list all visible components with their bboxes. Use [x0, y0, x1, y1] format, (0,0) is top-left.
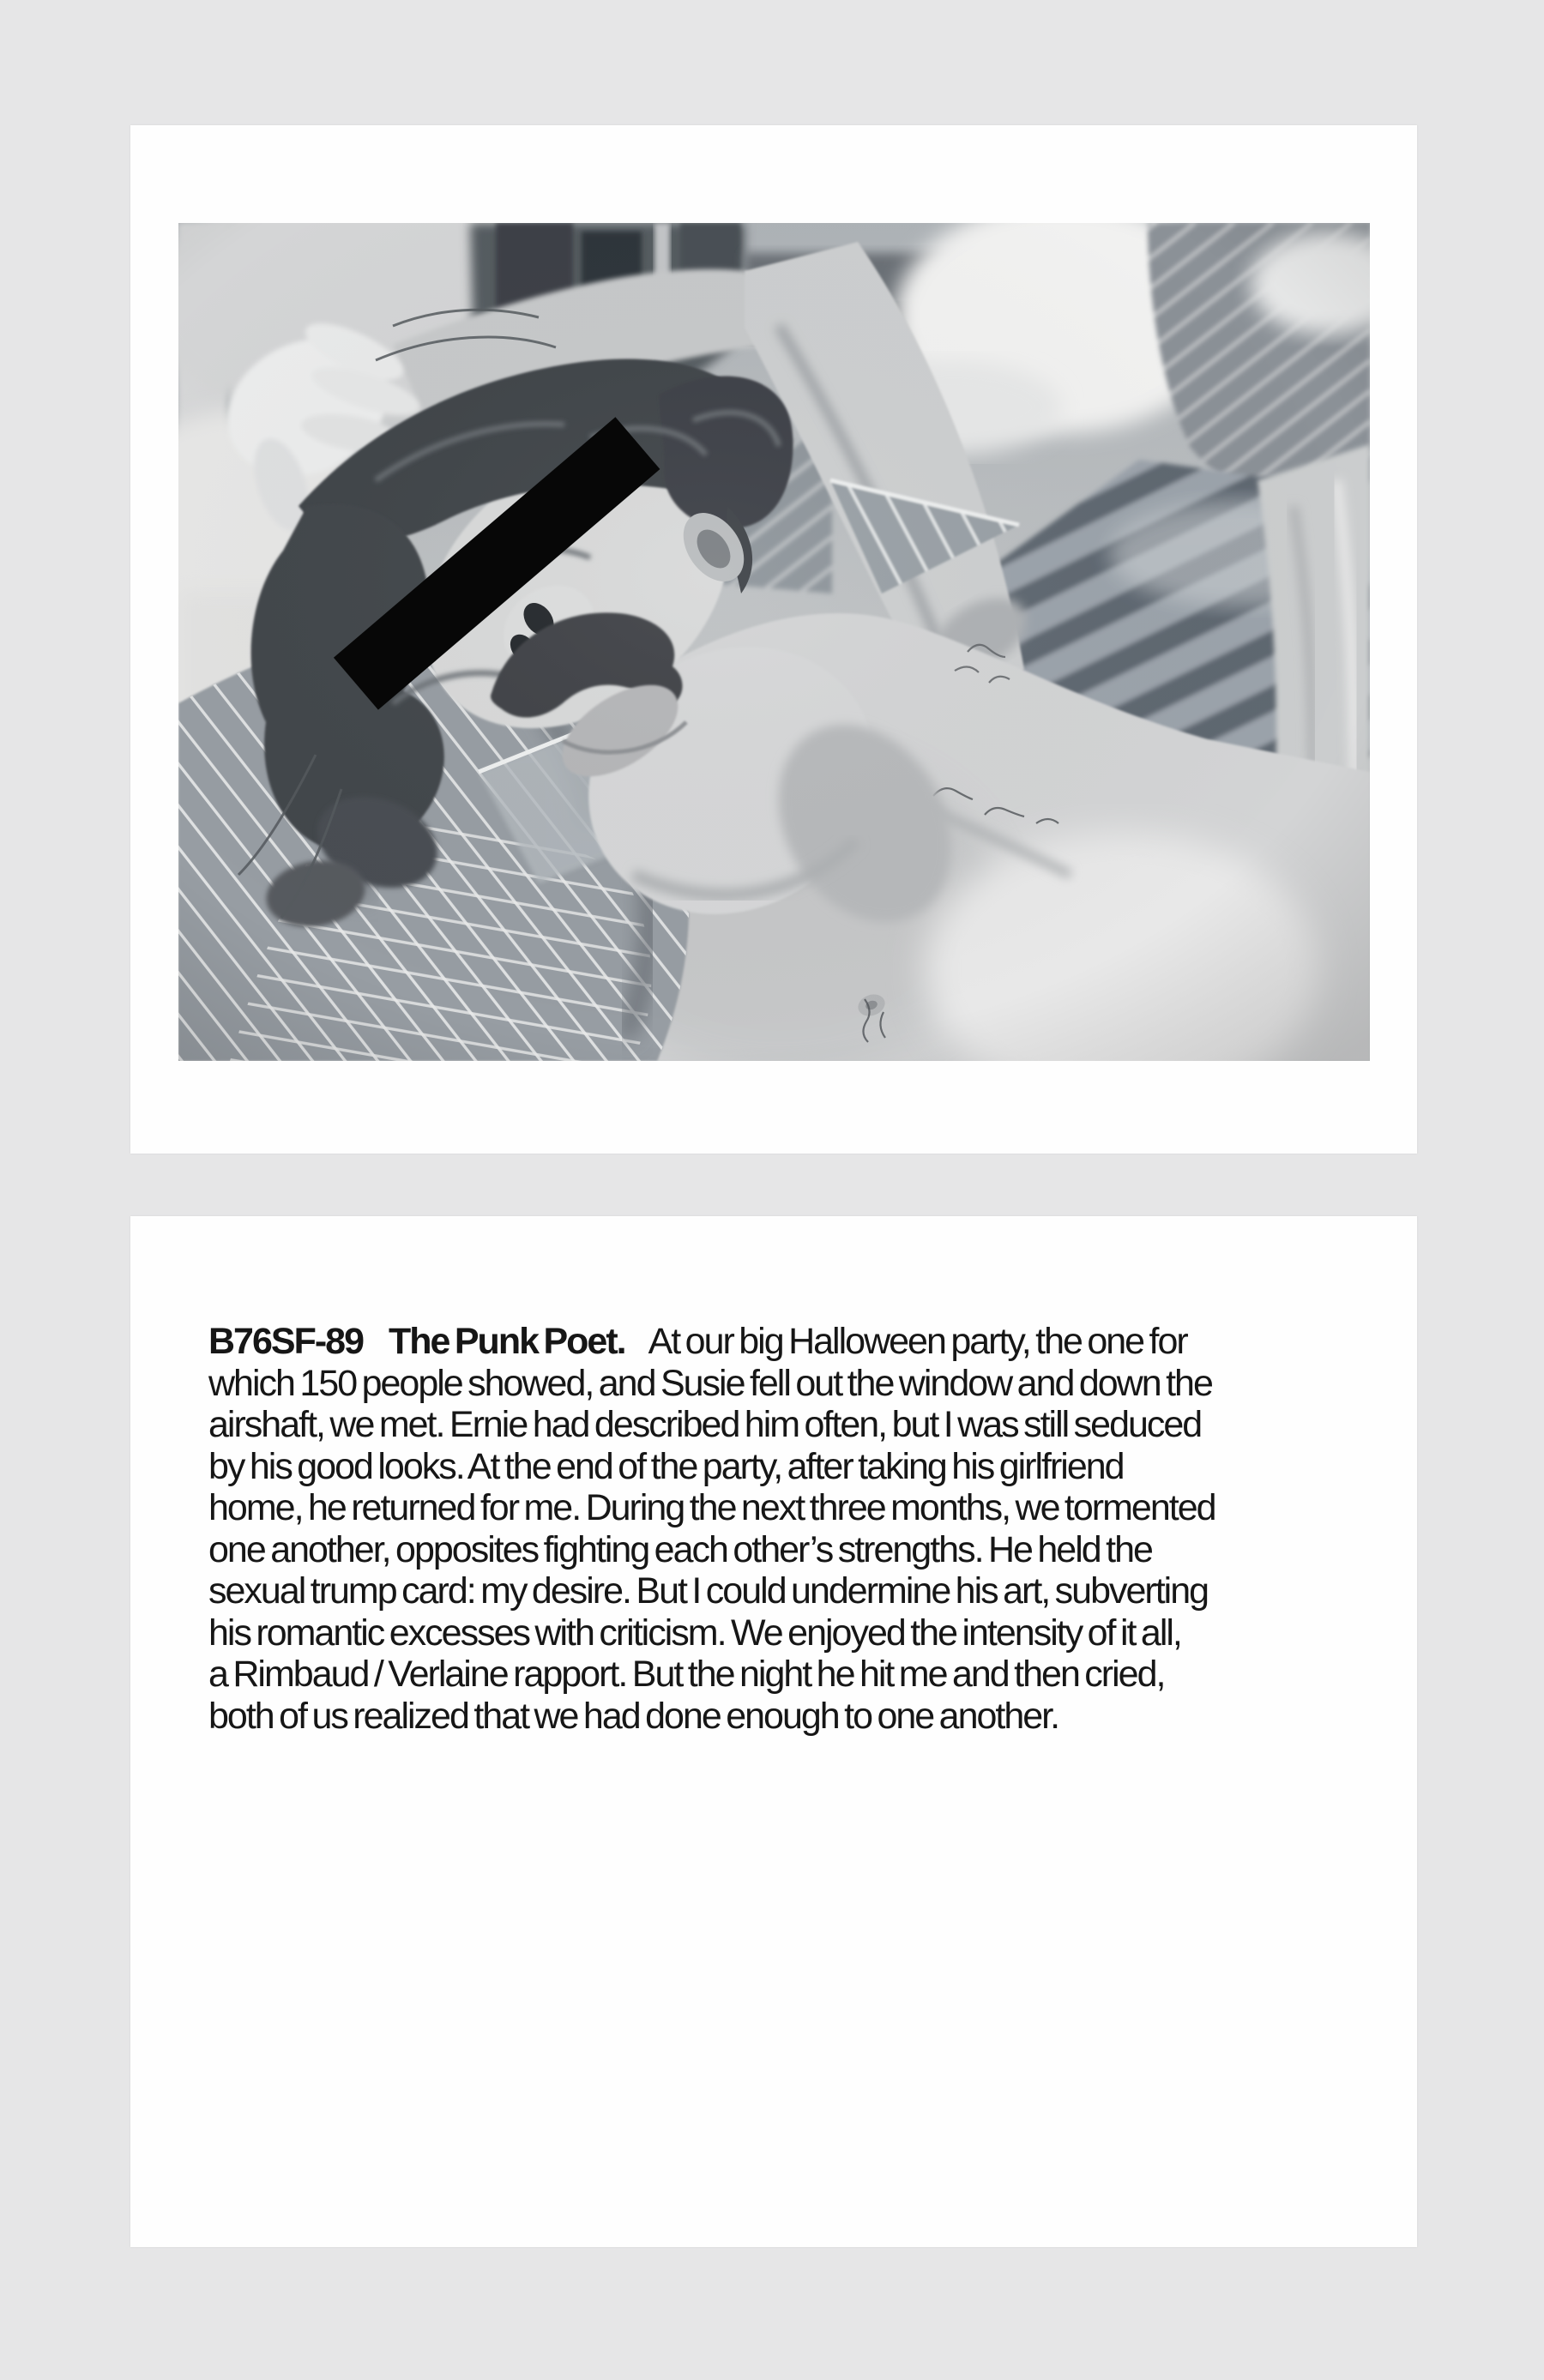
photo-card [130, 125, 1417, 1154]
caption-line [208, 1321, 1366, 1363]
caption-line: a Rimbaud / Verlaine rapport. But the night he hit me and then cried, [208, 1654, 1165, 1695]
caption-line: by his good looks. At the end of the party, after taking his girlfriend [208, 1445, 1124, 1487]
caption-title: The Punk Poet. [388, 1321, 625, 1362]
caption-line: airshaft, we met. Ernie had described him often, but I was still seduced [208, 1404, 1202, 1445]
caption-text [208, 1321, 1366, 1737]
photograph [178, 223, 1370, 1061]
portrait-photo-illustration [178, 223, 1370, 1061]
caption-line: home, he returned for me. During the next three months, we tormented [208, 1487, 1215, 1528]
caption-line: both of us realized that we had done enough to one another. [208, 1695, 1059, 1737]
caption-line: his romantic excesses with criticism. We enjoyed the intensity of it all, [208, 1612, 1181, 1654]
caption-line: which 150 people showed, and Susie fell out the window and down the [208, 1362, 1212, 1404]
caption-card [130, 1216, 1417, 2247]
caption-line: sexual trump card: my desire. But I could undermine his art, subverting [208, 1570, 1209, 1612]
caption-line: one another, opposites fighting each other’s strengths. He held the [208, 1528, 1152, 1570]
catalog-number: B76SF-89 [208, 1321, 363, 1362]
caption-line-text: At our big Halloween party, the one for [648, 1321, 1187, 1362]
